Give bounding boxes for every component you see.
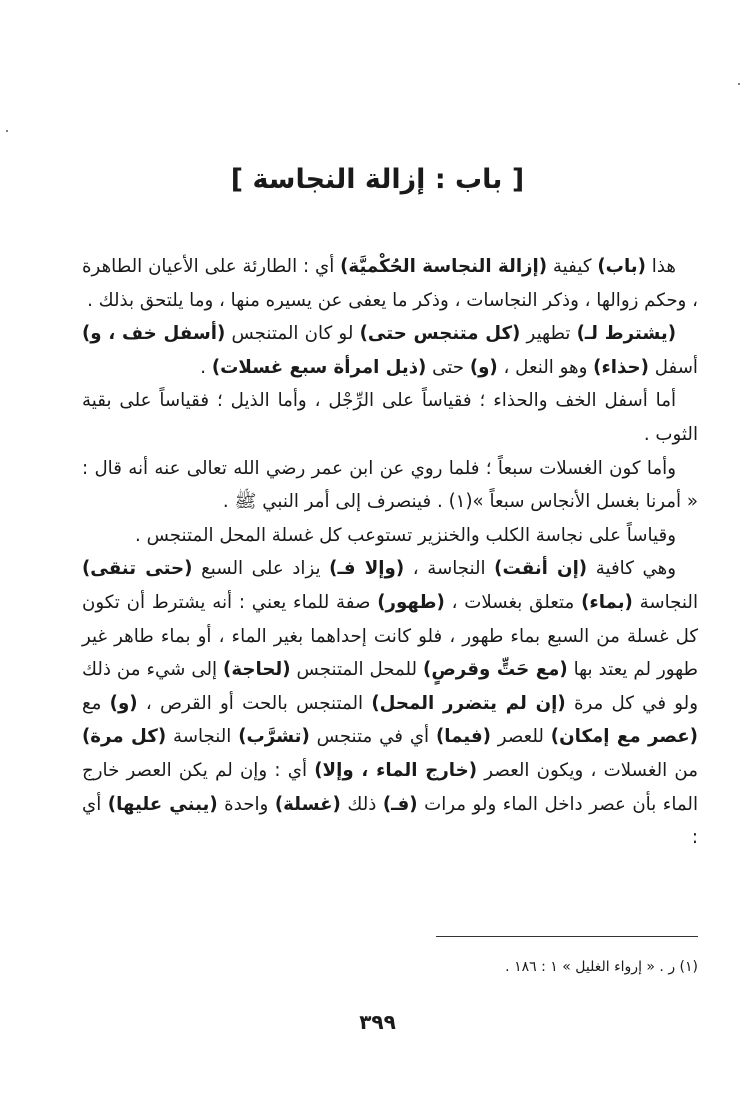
matn-text: (يشترط لـ) [576, 323, 677, 345]
sharh-text: كيفية [547, 256, 598, 277]
matn-text: (إزالة النجاسة الحُكْميَّة) [340, 256, 548, 277]
sharh-text: للعصر [490, 726, 551, 748]
matn-text: (لحاجة) [223, 659, 291, 681]
matn-text: (إن أنقت) [494, 558, 588, 580]
sharh-text: أي : الطارئة على الأعيان الطاهرة ، وحكم زوالها ، وذكر النجاسات ، وذكر ما يعفى عن يسيره منها ، وما يلتحق بذلك . [82, 256, 698, 311]
matn-text: (مع حَتٍّ وقرصٍ) [423, 659, 568, 681]
footnote-separator [436, 936, 698, 937]
sharh-text: النجاسة [632, 591, 698, 613]
paragraph [82, 317, 698, 384]
sharh-text: وأما كون الغسلات سبعاً ؛ فلما روي عن ابن عمر رضي الله تعالى عنه أنه قال : « أمرنا بغسل الأنجاس سبعاً »(١) . فينصرف إلى أمر النبي ﷺ . [82, 457, 698, 513]
sharh-text: أي في متنجس [309, 726, 436, 748]
matn-text: (يبني عليها) [107, 793, 218, 815]
sharh-text: وهو النعل ، [497, 356, 594, 378]
scan-speck [6, 130, 8, 132]
sharh-text: لو كان المتنجس [225, 323, 360, 345]
paragraph [82, 552, 698, 854]
sharh-text: النجاسة [166, 726, 239, 748]
matn-text: (فيما) [435, 726, 491, 748]
scan-speck [738, 83, 740, 85]
sharh-text: تطهير [520, 323, 577, 345]
sharh-text: إلى شيء من ذلك ولو في كل مرة [82, 659, 698, 714]
sharh-text: أي : وإن لم يكن العصر خارج الماء بأن عصر داخل الماء ولو مرات [82, 759, 698, 815]
sharh-text: صفة للماء يعني : أنه يشترط أن تكون كل غسلة من السبع بماء طهور ، فلو كانت إحداهما بغير الماء ، أو بماء طاهر غير طهور لم يعتد بها [82, 591, 699, 681]
sharh-text: أي : [82, 793, 698, 849]
footnote: (١) ر . « إرواء الغليل » ١ : ١٨٦ . [505, 959, 698, 975]
matn-text: (طهور) [377, 591, 445, 613]
page-number: ٣٩٩ [359, 1010, 396, 1034]
matn-text: (و) [469, 356, 498, 378]
matn-text: (و) [109, 692, 138, 714]
sharh-text: مع [82, 692, 110, 714]
paragraph [82, 519, 698, 553]
matn-text: (باب) [597, 256, 646, 277]
matn-text: (وإلا فـ) [329, 558, 405, 580]
sharh-text: من الغسلات ، ويكون العصر [477, 759, 698, 781]
matn-text: (بماء) [581, 591, 633, 613]
sharh-text: النجاسة ، [404, 558, 495, 580]
matn-text: (غسلة) [274, 793, 341, 815]
sharh-text: حتى [426, 356, 470, 378]
sharh-text: هذا [645, 256, 676, 277]
matn-text: (فـ) [382, 793, 418, 815]
paragraph [82, 250, 698, 317]
sharh-text: واحدة [217, 793, 275, 815]
sharh-text: وهي كافية [587, 558, 676, 580]
sharh-text: متعلق بغسلات ، [444, 591, 582, 613]
sharh-text: يزاد على السبع [192, 558, 330, 580]
chapter-title: [ باب : إزالة النجاسة ] [230, 164, 525, 195]
sharh-text: . [200, 356, 212, 378]
sharh-text: وقياساً على نجاسة الكلب والخنزير تستوعب كل غسلة المحل المتنجس . [135, 524, 676, 546]
paragraph [82, 452, 698, 519]
matn-text: (أسفل خف ، و) [82, 323, 226, 345]
matn-text: (عصر مع إمكان) [550, 726, 698, 748]
matn-text: (تشرَّب) [238, 726, 310, 748]
paragraph [82, 384, 698, 451]
matn-text: (كل مرة) [82, 726, 167, 748]
sharh-text: المتنجس بالحت أو القرص ، [137, 692, 372, 714]
matn-text: (حتى تنقى) [82, 558, 193, 580]
matn-text: (حذاء) [593, 356, 649, 378]
matn-text: (خارج الماء ، وإلا) [314, 759, 478, 781]
matn-text: (ذيل امرأة سبع غسلات) [211, 356, 427, 378]
matn-text: (كل متنجس حتى) [359, 323, 521, 345]
matn-text: (إن لم يتضرر المحل) [371, 692, 566, 714]
sharh-text: أسفل [648, 356, 698, 378]
sharh-text: ذلك [340, 793, 383, 815]
sharh-text: أما أسفل الخف والحذاء ؛ فقياساً على الرِّجْل ، وأما الذيل ؛ فقياساً على بقية الثوب . [82, 390, 698, 445]
body-text [82, 250, 698, 855]
sharh-text: للمحل المتنجس [290, 659, 424, 681]
